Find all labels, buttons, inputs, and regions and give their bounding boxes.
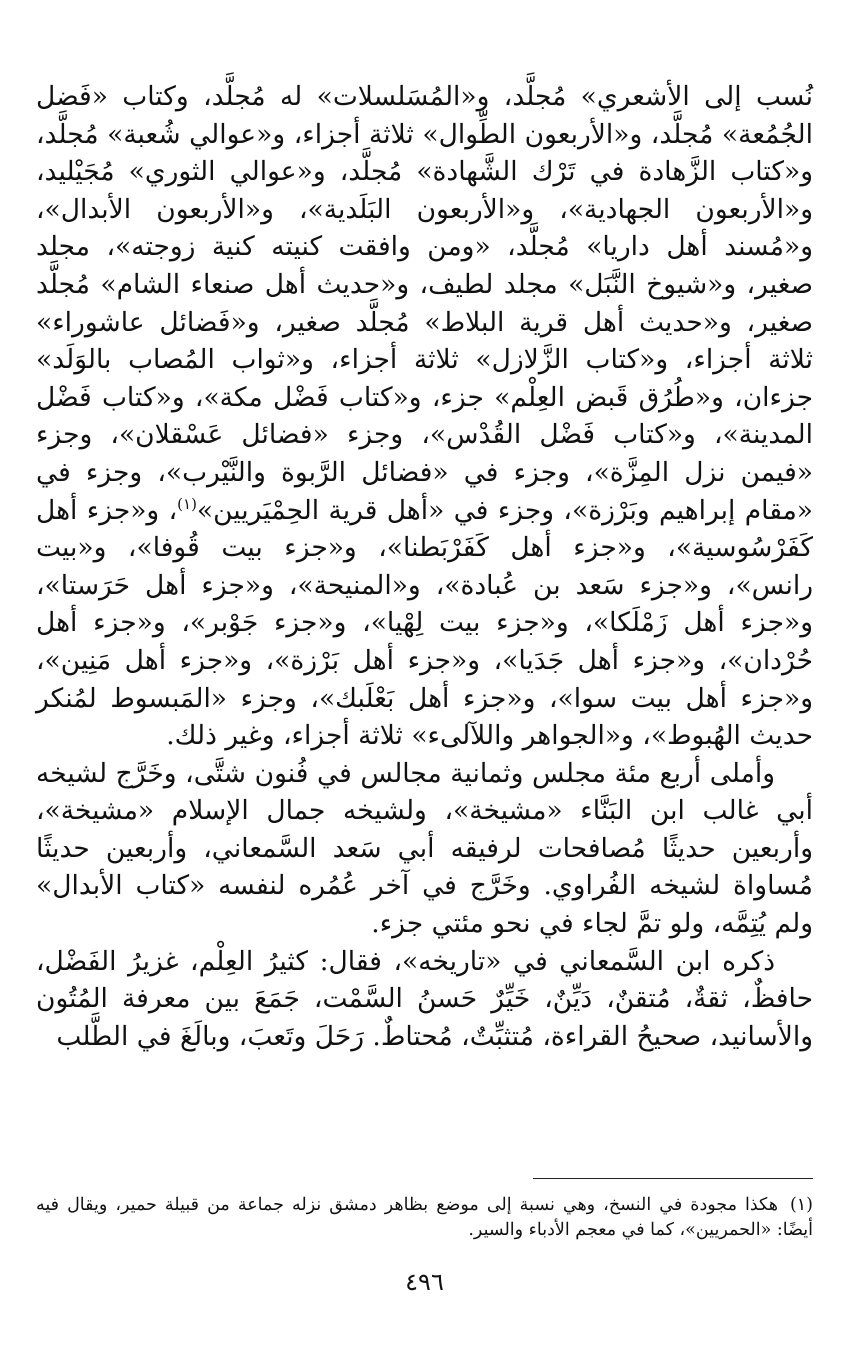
paragraph-2: وأملى أربع مئة مجلس وثمانية مجالس في فُنون شتَّى، وخَرَّج لشيخه أبي غالب ابن البَنَّاء «مشيخة»، ولشيخه جمال الإسلام «مشيخة»، وأربعين حديثًا مُصافحات لرفيقه أبي سَعد السَّمعاني، وأربعين حديثًا مُساواة لشيخه الفُراوي. وخَرَّج في آخر عُمُره لنفسه «كتاب الأبدال» ولم يُتِمَّه، ولو تمَّ لجاء في نحو مئتي جزء. [36,757,813,940]
footnote-number: (١) [789,1195,813,1215]
paragraph-1 [36,78,813,755]
paragraph-1-continued: ، و«جزء أهل كَفَرْسُوسية»، و«جزء أهل كَفَرْبَطنا»، و«جزء بيت قُوفا»، و«بيت رانس»، و«جزء سَعد بن عُبادة»، و«المنيحة»، و«جزء أهل حَرَستا»، و«جزء أهل زَمْلَكا»، و«جزء بيت لِهْيا»، و«جزء جَوْبر»، و«جزء أهل حُرْدان»، و«جزء أهل جَدَيا»، و«جزء أهل بَرْزة»، و«جزء أهل مَنِين»، و«جزء أهل بيت سوا»، و«جزء أهل بَعْلَبك»، وجزء «المَبسوط لمُنكر حديث الهُبوط»، و«الجواهر واللآلىء» ثلاثة أجزاء، وغير ذلك. [36,494,813,752]
footnote-text: هكذا مجودة في النسخ، وهي نسبة إلى موضع بظاهر دمشق نزله جماعة من قبيلة حمير، ويقال فيه أيضًا: «الحمريين»، كما في معجم الأدباء والسير. [36,1195,813,1240]
footnote [36,1193,813,1243]
footnote-separator [533,1178,813,1179]
main-text [36,78,813,1055]
footnote-reference: (١) [177,494,197,513]
paragraph-1-text: نُسب إلى الأشعري» مُجلَّد، و«المُسَلسلات» له مُجلَّد، وكتاب «فَضل الجُمُعة» مُجلَّد، و«الأربعون الطِّوال» ثلاثة أجزاء، و«عوالي شُعبة» مُجلَّد، و«كتاب الزَّهادة في تَرْك الشَّهادة» مُجلَّد، و«عوالي الثوري» مُجَيْليد، و«الأربعون الجهادية»، و«الأربعون البَلَدية»، و«الأربعون الأبدال»، و«مُسند أهل داريا» مُجلَّد، «ومن وافقت كنيته كنية زوجته»، مجلد صغير، و«شيوخ النَّبَل» مجلد لطيف، و«حديث أهل صنعاء الشام» مُجلَّد صغير، و«حديث أهل قرية البلاط» مُجلَّد صغير، و«فَضائل عاشوراء» ثلاثة أجزاء، و«كتاب الزَّلازل» ثلاثة أجزاء، و«ثواب المُصاب بالوَلَد» جزءان، و«طُرُق قَبض العِلْم» جزء، و«كتاب فَضْل مكة»، و«كتاب فَضْل المدينة»، و«كتاب فَضْل القُدْس»، وجزء «فضائل عَسْقلان»، وجزء «فيمن نزل المِزَّة»، وجزء في «فضائل الرَّبوة والنَّيْرب»، وجزء في «مقام إبراهيم وبَرْزة»، وجزء في «أهل قرية الحِمْيَريين» [36,81,814,526]
page-number: ٤٩٦ [405,1268,444,1296]
paragraph-3: ذكره ابن السَّمعاني في «تاريخه»، فقال: كثيرُ العِلْم، غزيرُ الفَضْل، حافظٌ، ثقةٌ، مُتقنٌ، دَيِّنٌ، خَيِّرٌ حَسنُ السَّمْت، جَمَعَ بين معرفة المُتُون والأسانيد، صحيحُ القراءة، مُتثبِّتٌ، مُحتاطٌ. رَحَلَ وتَعبَ، وبالَغَ في الطَّلب [36,945,813,1052]
